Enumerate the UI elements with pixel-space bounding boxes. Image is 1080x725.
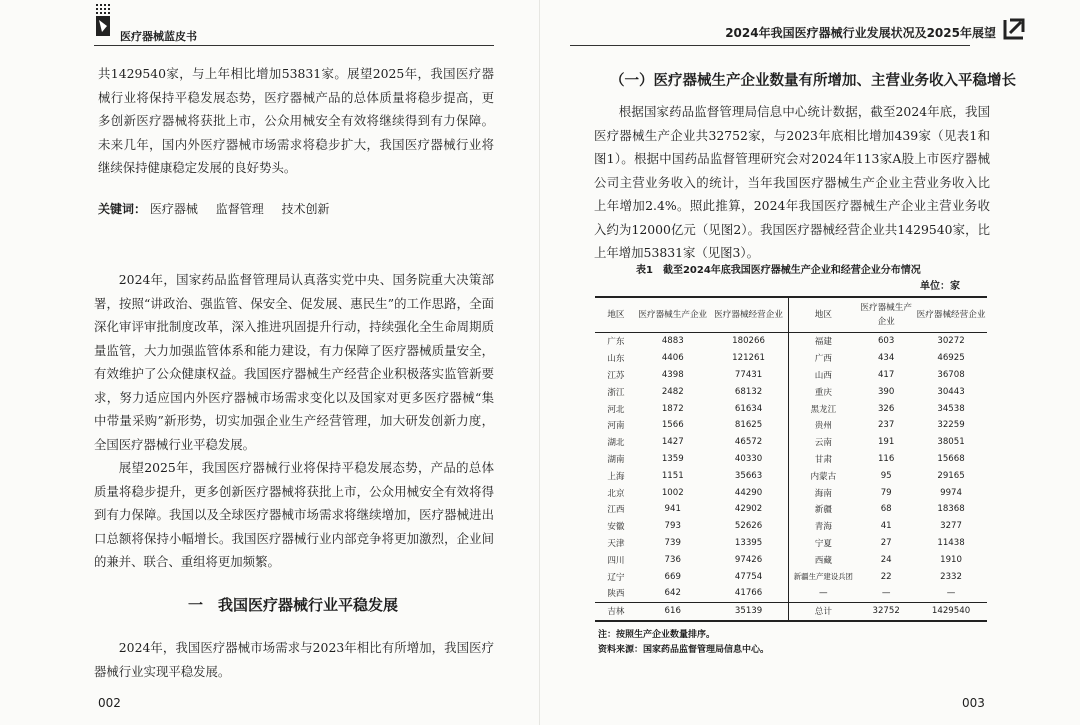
table-cell: — xyxy=(881,588,891,599)
table-cell: 重庆 xyxy=(814,387,832,398)
table-cell: 46925 xyxy=(937,353,965,364)
table-cell: 海南 xyxy=(814,488,832,499)
table-cell: 北京 xyxy=(607,488,625,499)
table-cell: 江苏 xyxy=(607,370,625,381)
corner-arrow-icon xyxy=(1002,18,1026,40)
table-cell: 黑龙江 xyxy=(810,404,837,415)
table-cell: 434 xyxy=(877,353,895,364)
table-cell: 陕西 xyxy=(607,589,625,600)
table-cell: 2332 xyxy=(940,571,962,582)
table-cell: 793 xyxy=(664,521,681,532)
table-cell: 15668 xyxy=(937,453,965,464)
table-cell: 新疆生产建设兵团 xyxy=(793,572,853,582)
table-cell: 81625 xyxy=(709,417,789,434)
keyword: 医疗器械 xyxy=(149,202,198,216)
table-cell: 34538 xyxy=(937,403,965,414)
table-row xyxy=(595,350,987,367)
table-cell: 941 xyxy=(664,504,681,515)
table-cell: — xyxy=(946,588,956,599)
table-cell: 广东 xyxy=(607,337,625,348)
page-number: 002 xyxy=(98,696,121,710)
table-row xyxy=(595,518,987,535)
table-cell: 福建 xyxy=(814,337,832,348)
table-cell: 32752 xyxy=(857,602,915,620)
keywords-label: 关键词： xyxy=(98,202,147,216)
table-cell: 739 xyxy=(664,537,681,548)
column-header: 地区 xyxy=(789,297,857,333)
table-cell: 2482 xyxy=(661,386,684,397)
table-cell: 青海 xyxy=(814,522,832,533)
table-cell: 326 xyxy=(877,403,895,414)
header-rule xyxy=(570,45,970,46)
table-cell: 浙江 xyxy=(607,387,625,398)
table-cell: 41766 xyxy=(709,585,789,602)
table-cell: 广西 xyxy=(814,354,832,365)
abstract-tail: 共1429540家，与上年相比增加53831家。展望2025年，我国医疗器械行业将保持平稳发展态势，医疗器械产品的总体质量将稳步提高，更多创新医疗器械将获批上市，公众用械安全有效将继续得到有力保障。未来几年，国内外医疗器械市场需求将稳步扩大，我国医疗器械行业将继续保持健康稳定发展的良好势头。 xyxy=(98,66,494,175)
table-cell: 河南 xyxy=(607,421,625,432)
running-title: 2024年我国医疗器械行业发展状况及2025年展望 xyxy=(725,26,996,40)
table-row xyxy=(595,484,987,501)
table-cell: 四川 xyxy=(607,555,625,566)
table-cell: 3277 xyxy=(940,521,962,532)
table-cell: 山东 xyxy=(607,354,625,365)
table-cell: 79 xyxy=(880,487,892,498)
table-cell: 24 xyxy=(880,554,892,565)
table-cell: 4883 xyxy=(661,336,684,347)
table-row xyxy=(595,333,987,350)
table-row xyxy=(595,501,987,518)
table-cell: 42902 xyxy=(709,501,789,518)
table-cell: 1872 xyxy=(661,403,684,414)
table-cell: 40330 xyxy=(709,451,789,468)
table-cell: 湖南 xyxy=(607,454,625,465)
table-caption: 表1 截至2024年底我国医疗器械生产企业和经营企业分布情况 xyxy=(636,265,921,276)
table-cell: 山西 xyxy=(814,370,832,381)
page-number: 003 xyxy=(962,696,985,710)
table-cell: 上海 xyxy=(607,471,625,482)
table-cell: 云南 xyxy=(814,438,832,449)
table-cell: 46572 xyxy=(709,434,789,451)
table-cell: 18368 xyxy=(937,504,965,515)
table-cell: 38051 xyxy=(937,437,965,448)
table-cell: 36708 xyxy=(937,369,965,380)
book-logo-icon xyxy=(96,4,112,46)
table-cell: 180266 xyxy=(709,333,789,350)
table-cell: 29165 xyxy=(937,470,965,481)
keyword: 监督管理 xyxy=(215,202,264,216)
table-cell: 内蒙古 xyxy=(810,471,837,482)
table-cell: 736 xyxy=(664,554,681,565)
column-header: 医疗器械经营企业 xyxy=(915,297,987,333)
column-header: 医疗器械生产企业 xyxy=(857,297,915,333)
table-cell: 新疆 xyxy=(814,505,832,516)
column-header: 医疗器械经营企业 xyxy=(709,297,789,333)
table-cell: 11438 xyxy=(937,537,965,548)
table-cell: 95 xyxy=(880,470,892,481)
table-cell: 68 xyxy=(880,504,892,515)
subsection-title: （一）医疗器械生产企业数量有所增加、主营业务收入平稳增长 xyxy=(610,73,1016,89)
table-cell: 191 xyxy=(877,437,895,448)
table-cell: 116 xyxy=(877,453,895,464)
table-cell: 1910 xyxy=(940,554,962,565)
table-cell: 97426 xyxy=(709,551,789,568)
table-cell: 30443 xyxy=(937,386,965,397)
body-paragraph: 2024年，国家药品监督管理局认真落实党中央、国务院重大决策部署，按照“讲政治、强监管、保安全、促发展、惠民生”的工作思路，全面深化审评审批制度改革，深入推进巩固提升行动，持续强化全生命周期质量监管，大力加强监管体系和能力建设，有力保障了医疗器械质量安全，有效维护了公众健康权益。我国医疗器械生产经营企业积极落实监管新要求，努力适应国内外医疗器械市场需求变化以及国家对更多医疗器械“集中带量采购”新形势，切实加强企业生产经营管理，加大研发创新力度，全国医疗器械行业平稳发展。 xyxy=(94,272,494,452)
table-cell: — xyxy=(819,588,828,599)
table-row xyxy=(595,383,987,400)
table-cell: 1151 xyxy=(661,470,684,481)
table-note: 注：按照生产企业数量排序。 xyxy=(598,630,716,640)
table-cell: 1359 xyxy=(661,453,684,464)
column-header: 地区 xyxy=(595,297,637,333)
table-cell: 13395 xyxy=(709,535,789,552)
table-cell: 32259 xyxy=(937,420,965,431)
body-paragraph: 2024年，我国医疗器械市场需求与2023年相比有所增加，我国医疗器械行业实现平稳发展。 xyxy=(94,640,494,679)
table-cell: 西藏 xyxy=(814,555,832,566)
header-rule xyxy=(94,45,494,46)
series-name: 医疗器械蓝皮书 xyxy=(120,30,197,43)
table-unit: 单位：家 xyxy=(920,281,960,292)
body-paragraph: 展望2025年，我国医疗器械行业将保持平稳发展态势，产品的总体质量将稳步提升，更多创新医疗器械将获批上市，公众用械安全有效将得到有力保障。我国以及全球医疗器械市场需求将继续增加，医疗器械进出口总额将保持小幅增长。我国医疗器械行业内部竞争将更加激烈，企业间的兼并、联合、重组将更加频繁。 xyxy=(94,460,494,569)
table-cell: 河北 xyxy=(607,404,625,415)
table-row xyxy=(595,367,987,384)
table-cell: 安徽 xyxy=(607,522,625,533)
table-cell: 52626 xyxy=(709,518,789,535)
table-cell: 9974 xyxy=(940,487,962,498)
column-header: 医疗器械生产企业 xyxy=(637,297,709,333)
table-cell: 辽宁 xyxy=(607,572,625,583)
table-cell: 1429540 xyxy=(915,602,987,620)
table-cell: 642 xyxy=(664,588,681,599)
table-cell: 湖北 xyxy=(607,438,625,449)
table-cell: 35663 xyxy=(709,467,789,484)
table-cell: 甘肃 xyxy=(814,454,832,465)
section-title: 一 我国医疗器械行业平稳发展 xyxy=(188,596,399,614)
table-cell: 237 xyxy=(877,420,895,431)
distribution-table xyxy=(595,296,987,622)
table-row xyxy=(595,451,987,468)
table-cell: 61634 xyxy=(709,400,789,417)
table-cell: 吉林 xyxy=(595,602,637,620)
table-row xyxy=(595,602,987,620)
table-cell: 44290 xyxy=(709,484,789,501)
table-cell: 47754 xyxy=(709,568,789,585)
table-cell: 669 xyxy=(664,571,681,582)
table-row xyxy=(595,551,987,568)
table-cell: 宁夏 xyxy=(814,538,832,549)
table-cell: 417 xyxy=(877,369,895,380)
table-row xyxy=(595,417,987,434)
table-row xyxy=(595,400,987,417)
table-row xyxy=(595,434,987,451)
table-cell: 390 xyxy=(877,386,895,397)
table-source: 资料来源：国家药品监督管理局信息中心。 xyxy=(598,645,770,655)
body-paragraph: 根据国家药品监督管理局信息中心统计数据，截至2024年底，我国医疗器械生产企业共32752家，与2023年底相比增加439家（见表1和图1）。根据中国药品监督管理研究会对2024年113家A股上市医疗器械公司主营业务收入的统计，当年我国医疗器械生产企业主营业务收入比上年增加2.4%。照此推算，2024年我国医疗器械生产企业主营业务收入约为12000亿元（见图2）。我国医疗器械经营企业共1429540家，比上年增加53831家（见图3）。 xyxy=(594,104,990,260)
table-cell: 4398 xyxy=(661,369,684,380)
table-cell: 35139 xyxy=(709,602,789,620)
table-cell: 77431 xyxy=(709,367,789,384)
table-cell: 4406 xyxy=(661,353,684,364)
table-row xyxy=(595,568,987,585)
keyword: 技术创新 xyxy=(281,202,330,216)
table-cell: 贵州 xyxy=(814,421,832,432)
table-header-row xyxy=(595,297,987,333)
table-cell: 603 xyxy=(877,336,895,347)
table-cell: 总计 xyxy=(789,602,857,620)
table-row xyxy=(595,467,987,484)
table-cell: 1566 xyxy=(661,420,684,431)
table-cell: 121261 xyxy=(709,350,789,367)
table-row xyxy=(595,585,987,602)
table-cell: 22 xyxy=(880,571,892,582)
table-cell: 江西 xyxy=(607,505,625,516)
table-cell: 1427 xyxy=(661,437,684,448)
table-cell: 41 xyxy=(880,521,892,532)
table-cell: 27 xyxy=(880,537,892,548)
table-cell: 616 xyxy=(637,602,709,620)
table-cell: 30272 xyxy=(937,336,965,347)
table-row xyxy=(595,535,987,552)
table-cell: 68132 xyxy=(709,383,789,400)
table-cell: 天津 xyxy=(607,538,625,549)
keywords xyxy=(98,200,344,217)
table-cell: 1002 xyxy=(661,487,684,498)
